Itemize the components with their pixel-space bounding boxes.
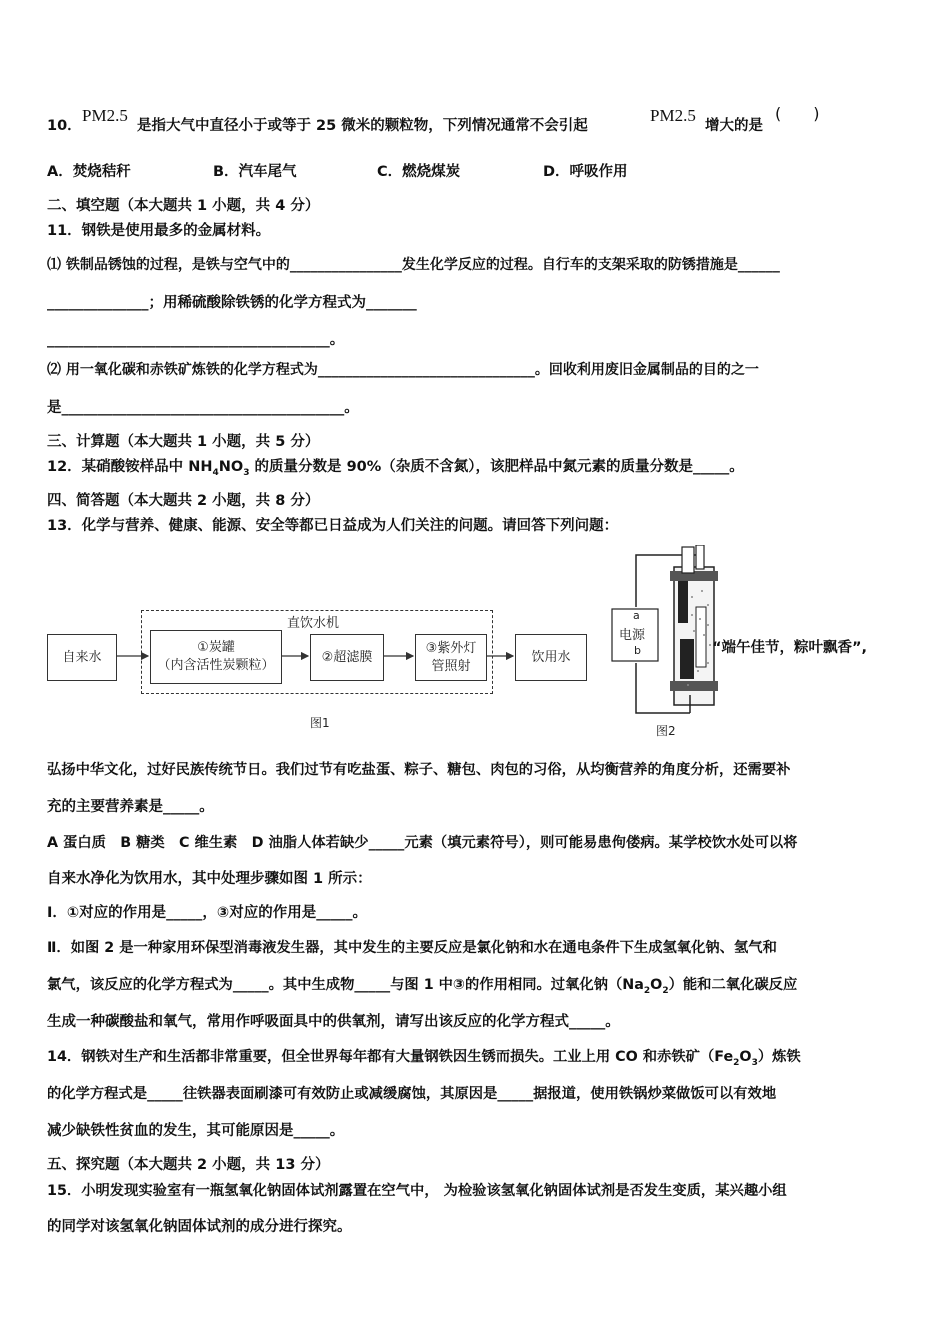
drinking-water-box: 饮用水: [515, 634, 587, 681]
answer-parentheses: ( ): [775, 104, 820, 123]
uv-lamp-label: ③紫外灯: [425, 640, 477, 656]
q13-line-6: Ⅱ．如图 2 是一种家用环保型消毒液发生器，其中发生的主要反应是氯化钠和水在通电条件下生成氢氧化钠、氢气和: [47, 940, 777, 956]
q14-line-2: 的化学方程式是_____往铁器表面刷漆可有效防止或减缓腐蚀，其原因是_____据报道，使用铁锅炒菜做饭可以有效地: [47, 1086, 777, 1102]
q14-line-1-mid: O: [739, 1049, 752, 1065]
q11-title: 11．钢铁是使用最多的金属材料。: [47, 223, 271, 239]
q13-line-7-mid: O: [650, 977, 663, 993]
q12-text-mid: NO: [218, 459, 244, 475]
carbon-tank-note: （内含活性炭颗粒）: [157, 658, 275, 673]
section-3-heading: 三、计算题（本大题共 1 小题，共 5 分）: [47, 434, 320, 450]
q13-sub-2: 2: [662, 985, 669, 996]
drinking-machine-label: 直饮水机: [285, 612, 341, 631]
terminal-a: a: [633, 609, 640, 622]
q13-line-7-post: ）能和二氧化碳反应: [668, 977, 798, 993]
uv-lamp-note: 管照射: [431, 658, 471, 674]
q13-line-8: 生成一种碳酸盐和氧气，常用作呼吸面具中的供氧剂，请写出该反应的化学方程式_____。: [47, 1014, 620, 1030]
q11-part1-line1: ⑴ 铁制品锈蚀的过程，是铁与空气中的________________发生化学反应的过程。自行车的支架采取的防锈措施是______: [47, 257, 780, 273]
q11-part2-line2: 是_______________________________________。: [47, 400, 359, 416]
option-d: D．呼吸作用: [543, 164, 628, 180]
figure-2-caption: 图2: [656, 724, 676, 738]
section-5-heading: 五、探究题（本大题共 2 小题，共 13 分）: [47, 1157, 330, 1173]
q11-part2-line1: ⑵ 用一氧化碳和赤铁矿炼铁的化学方程式为_______________________________。回收利用废旧金属制品的目的之一: [47, 362, 759, 378]
q10-text-2: 增大的是: [705, 118, 763, 134]
q13-line-2: 充的主要营养素是_____。: [47, 799, 214, 815]
q13-line-7: [47, 975, 797, 1001]
q11-part1-line3: _______________________________________。: [47, 332, 345, 348]
q14-line-1-post: ）炼铁: [757, 1049, 801, 1065]
q14-sub-2: 3: [751, 1057, 758, 1068]
option-a: A．焚烧秸秆: [47, 164, 131, 180]
q15-line-1: 15．小明发现实验室有一瓶氢氧化钠固体试剂露置在空气中， 为检验该氢氧化钠固体试剂是否发生变质，某兴趣小组: [47, 1183, 787, 1199]
q14-line-1-pre: 14．钢铁对生产和生活都非常重要，但全世界每年都有大量钢铁因生锈而损失。工业上用 CO 和赤铁矿（Fe: [47, 1049, 734, 1065]
q13-line-5: I．①对应的作用是_____，③对应的作用是_____。: [47, 905, 367, 921]
pm25-label-1: PM2.5: [82, 106, 128, 125]
q13-line-4: 自来水净化为饮用水，其中处理步骤如图 1 所示：: [47, 871, 372, 887]
q13-quote: “端午佳节，粽叶飘香”,: [712, 640, 868, 656]
tap-water-box: 自来水: [47, 634, 117, 681]
q12-text: [47, 457, 744, 483]
q12-text-post: 的质量分数是 90%（杂质不含氮），该肥样品中氮元素的质量分数是_____。: [249, 459, 744, 475]
section-4-heading: 四、简答题（本大题共 2 小题，共 8 分）: [47, 493, 320, 509]
q10-text-1: 是指大气中直径小于或等于 25 微米的颗粒物，下列情况通常不会引起: [137, 118, 588, 134]
carbon-tank-box: [150, 630, 282, 684]
q12-sub-1: 4: [212, 467, 219, 478]
carbon-tank-label: ①炭罐: [197, 640, 235, 655]
q12-text-pre: 12．某硝酸铵样品中 NH: [47, 459, 213, 475]
q11-part1-line2: ______________；用稀硫酸除铁锈的化学方程式为_______: [47, 295, 417, 311]
q14-sub-1: 2: [733, 1057, 740, 1068]
q10-line: [47, 104, 907, 138]
q13-line-1: 弘扬中华文化，过好民族传统节日。我们过节有吃盐蛋、粽子、糖包、肉包的习俗，从均衡营养的角度分析，还需要补: [47, 762, 791, 778]
q14-line-1: [47, 1047, 801, 1073]
q12-sub-2: 3: [243, 467, 250, 478]
q13-title: 13．化学与营养、健康、能源、安全等都已日益成为人们关注的问题。请回答下列问题：: [47, 518, 619, 534]
q13-sub-1: 2: [643, 985, 651, 996]
ultrafiltration-box: ②超滤膜: [310, 634, 384, 681]
q15-line-2: 的同学对该氢氧化钠固体试剂的成分进行探究。: [47, 1219, 352, 1235]
q13-line-7-pre: 氯气，该反应的化学方程式为_____。其中生成物_____与图 1 中③的作用相同。过氧化钠（Na: [47, 977, 644, 993]
option-c: C．燃烧煤炭: [377, 164, 461, 180]
option-b: B．汽车尾气: [213, 164, 297, 180]
q13-line-3: A 蛋白质 B 糖类 C 维生素 D 油脂人体若缺少_____元素（填元素符号），则可能易患佝偻病。某学校饮水处可以将: [47, 835, 798, 851]
uv-lamp-box: [415, 634, 487, 681]
section-2-heading: 二、填空题（本大题共 1 小题，共 4 分）: [47, 198, 320, 214]
q10-number: 10．: [47, 118, 82, 134]
pm25-label-2: PM2.5: [650, 106, 696, 125]
terminal-b: b: [634, 644, 641, 657]
power-source-label: 电源: [619, 628, 646, 643]
figure-1-caption: 图1: [310, 716, 330, 730]
q14-line-3: 减少缺铁性贫血的发生，其可能原因是_____。: [47, 1123, 345, 1139]
